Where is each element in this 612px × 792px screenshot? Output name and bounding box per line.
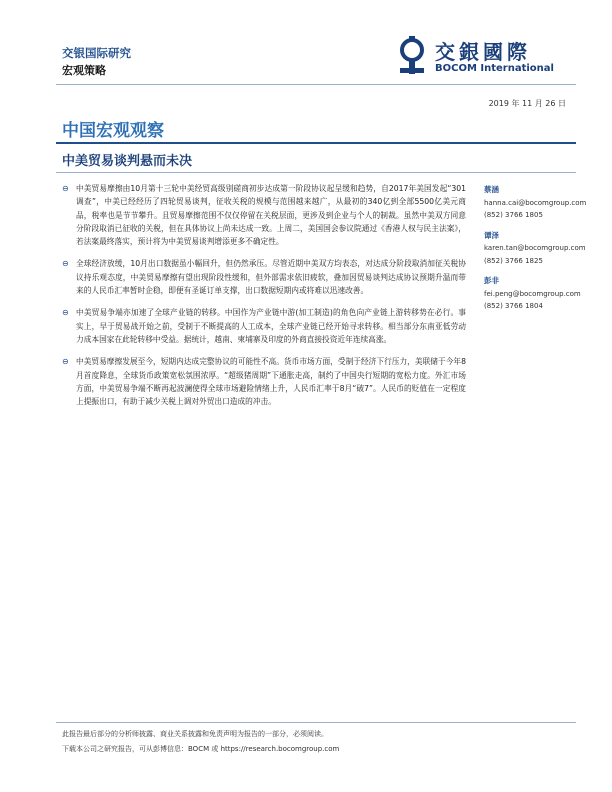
analyst-email[interactable]: karen.tan@bocomgroup.com xyxy=(484,244,586,252)
bullet-marker-icon: ⊖ xyxy=(62,357,69,367)
bullet-text: 中美贸易摩擦由10月第十三轮中美经贸高级别磋商初步达成第一阶段协议起呈缓和趋势，自2017年美国发起“301调查”，中美已经经历了四轮贸易谈判，征收关税的规模与范围越来越广，从最初的340亿到全部5500亿美元商品，税率也是节节攀升。且贸易摩擦范围不仅仅停留在关税层面，更涉及到企业与个人的制裁。虽然中美双方同意分阶段取消已征收的关税，但在具体协议上尚未达成一致。上周二，美国国会参议院通过《香港人权与民主法案》，若法案最终落实，预计将为中美贸易谈判增添更多不确定性。 xyxy=(76,184,466,247)
bullet-text: 中美贸易摩擦发展至今，短期内达成完整协议的可能性不高。货币市场方面，受制于经济下行压力，美联储于今年8月首度降息，全球货币政策宽松氛围浓厚。“超级猪周期”下通胀走高，制约了中国央行短期的宽松力度。外汇市场方面，中美贸易争端不断再起波澜使得全球市场避险情绪上升，人民币汇率于8月“破7”。人民币的贬值在一定程度上提振出口，有助于减少关税上调对外贸出口造成的冲击。 xyxy=(76,357,466,407)
analyst-phone: (852) 3766 1825 xyxy=(484,256,543,265)
bullet-text: 全球经济放缓，10月出口数据虽小幅回升，但仍然承压。尽管近期中美双方均表态，对达成分阶段取消加征关税协议持乐观态度，中美贸易摩擦有望出现阶段性缓和，但外部需求依旧疲软，叠加因贸易谈判达成协议预期升温而带来的人民币汇率暂时企稳，即便有圣诞订单支撑，出口数据短期内或将难以迅速改善。 xyxy=(76,259,466,296)
analyst-name: 蔡涵 xyxy=(484,185,499,194)
analyst-name: 彭非 xyxy=(484,276,499,285)
analyst-contact xyxy=(484,184,587,222)
bocom-logo-icon xyxy=(395,36,429,76)
bullet-text: 中美贸易争端亦加速了全球产业链的转移。中国作为产业链中游(加工制造)的角色向产业链上游转移势在必行。事实上，早于贸易战开始之前，受制于不断提高的人工成本，全球产业链已经开始寻求转移。相当部分东南亚低劳动力成本国家在此轮转移中受益。据统计，越南、柬埔寨及印度的外商直接投资近年连续高涨。 xyxy=(76,308,466,344)
analyst-email[interactable]: hanna.cai@bocomgroup.com xyxy=(484,198,587,207)
report-title: 中国宏观观察 xyxy=(62,121,164,141)
header-divider xyxy=(56,84,576,85)
analyst-email[interactable]: fei.peng@bocomgroup.com xyxy=(484,289,581,298)
bullet-marker-icon: ⊖ xyxy=(62,308,69,318)
analyst-name: 谭泽 xyxy=(484,230,499,240)
analyst-phone: (852) 3766 1804 xyxy=(484,302,543,310)
title-divider xyxy=(56,142,576,144)
bullet-item xyxy=(62,257,466,297)
bullet-item xyxy=(62,355,466,408)
bullet-item xyxy=(62,182,466,248)
summary-bullets xyxy=(62,182,466,417)
bocom-logo xyxy=(395,36,575,80)
bullet-item xyxy=(62,306,466,346)
category-label: 宏观策略 xyxy=(62,64,106,77)
report-date: 2019 年 11 月 26 日 xyxy=(488,99,566,108)
footer-download-link[interactable]: 下载本公司之研究报告，可从彭博信息：BOCM 或 https://research.bocomgroup.com xyxy=(62,745,340,753)
analyst-contact xyxy=(484,275,584,313)
analyst-contacts xyxy=(484,184,587,321)
institution-label: 交银国际研究 xyxy=(62,46,131,60)
analyst-phone: (852) 3766 1805 xyxy=(484,211,543,219)
report-subtitle: 中美贸易谈判悬而未决 xyxy=(62,154,193,169)
logo-chinese: 交銀國際 xyxy=(435,40,531,64)
bullet-marker-icon: ⊖ xyxy=(62,259,69,269)
bullet-marker-icon: ⊖ xyxy=(62,184,69,193)
footer-divider xyxy=(56,722,576,723)
analyst-contact xyxy=(484,230,584,268)
subtitle-divider xyxy=(56,172,576,173)
logo-english: BOCOM International xyxy=(435,63,554,74)
footer-disclaimer: 此报告最后部分的分析师披露、商业关系披露和免责声明为报告的一部分，必须阅读。 xyxy=(62,730,328,738)
